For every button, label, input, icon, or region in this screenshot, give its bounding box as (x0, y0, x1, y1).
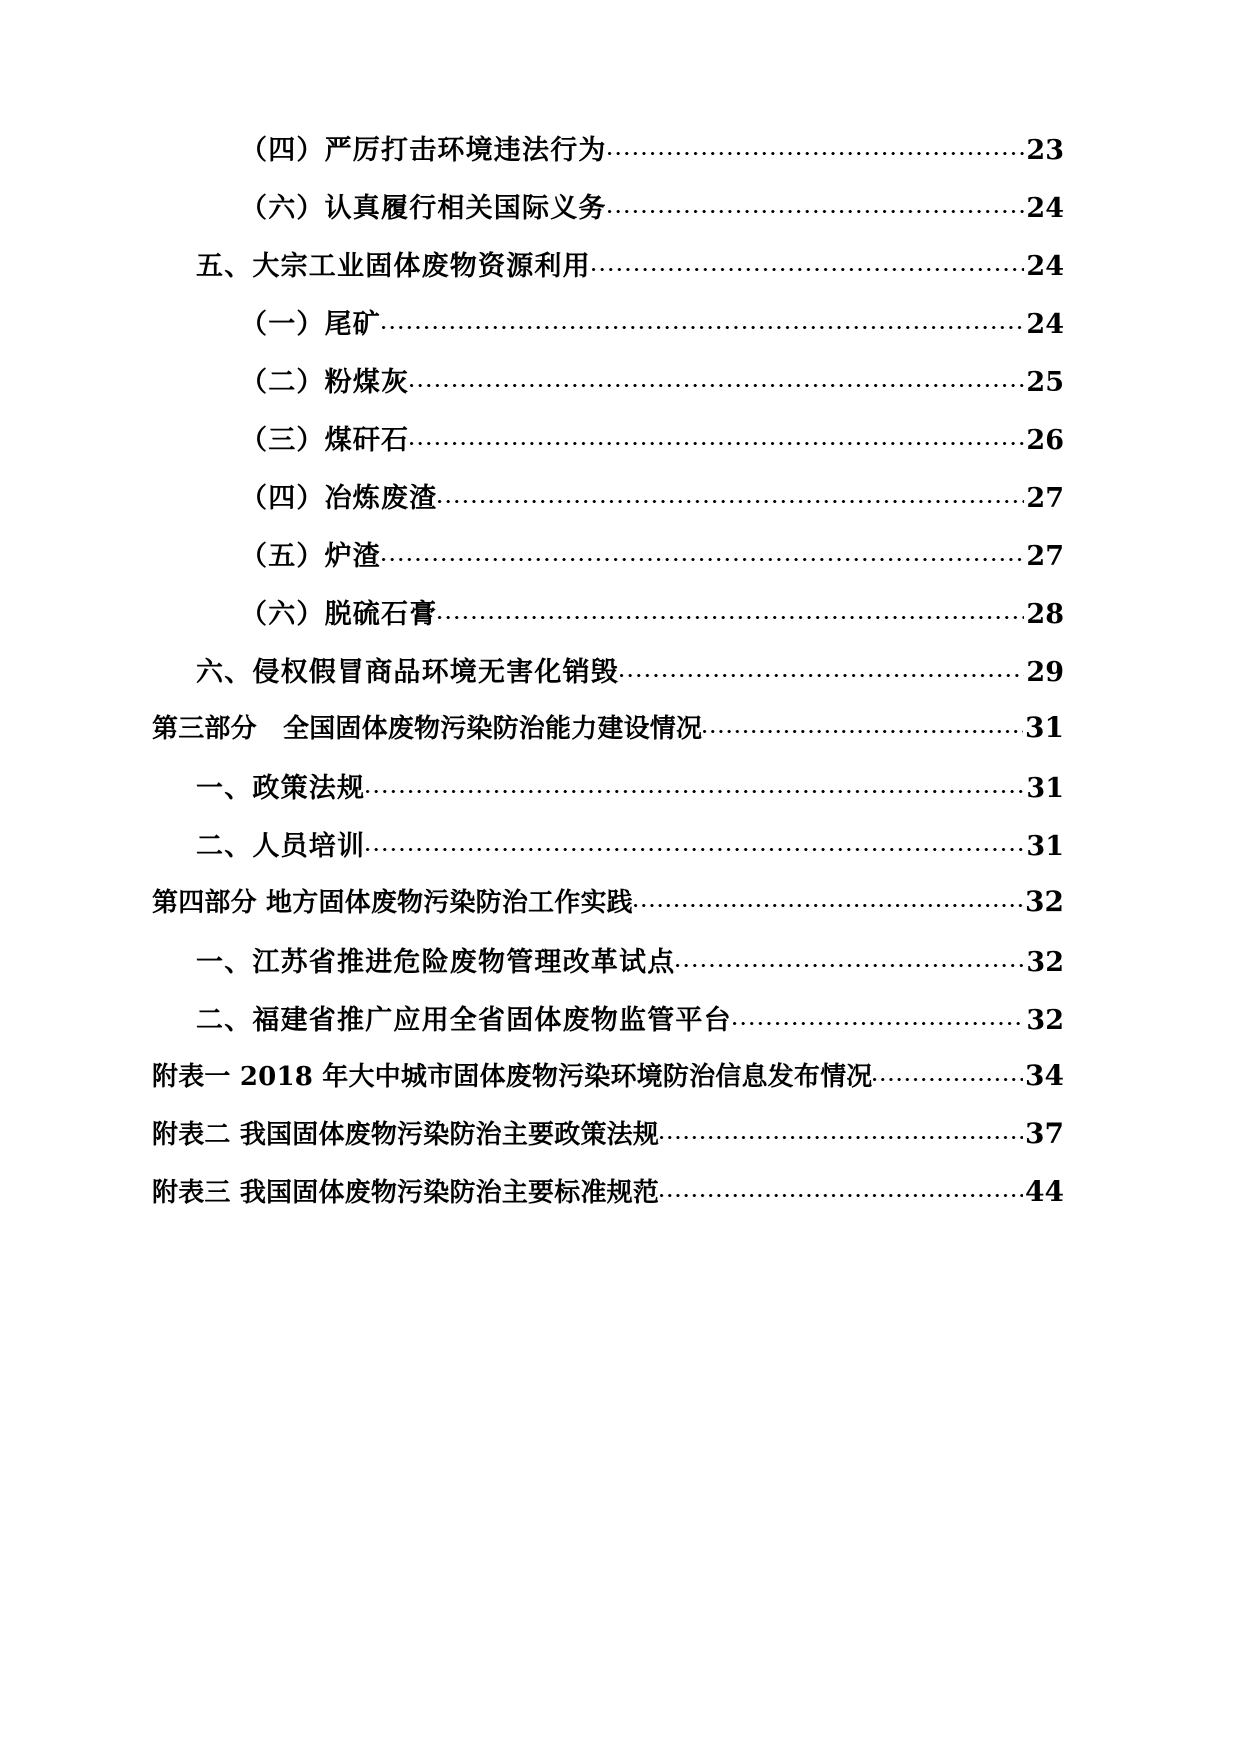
toc-leader-dots (660, 1185, 1023, 1201)
toc-entry[interactable] (152, 1172, 1064, 1230)
toc-leader-dots (438, 607, 1024, 623)
toc-entry[interactable] (152, 418, 1064, 476)
toc-entry-title: （六）脱硫石膏 (240, 599, 438, 630)
toc-entry-page-number: 29 (1026, 657, 1064, 688)
toc-entry[interactable] (152, 766, 1064, 824)
toc-leader-dots (410, 375, 1024, 391)
toc-leader-dots (733, 1013, 1025, 1029)
toc-entry-title: （四）严厉打击环境违法行为 (240, 135, 607, 166)
toc-leader-dots (634, 895, 1023, 911)
toc-entry[interactable] (152, 1056, 1064, 1114)
toc-leader-dots (620, 665, 1024, 681)
toc-entry-page-number: 32 (1026, 947, 1064, 978)
toc-entry-page-number: 44 (1025, 1175, 1064, 1208)
toc-entry-page-number: 32 (1025, 885, 1064, 918)
toc-leader-dots (438, 491, 1024, 507)
toc-entry-title: 五、大宗工业固体废物资源利用 (196, 251, 591, 282)
toc-entry-title: 一、江苏省推进危险废物管理改革试点 (196, 947, 676, 978)
toc-entry-page-number: 24 (1026, 309, 1064, 340)
toc-entry-page-number: 23 (1026, 135, 1064, 166)
toc-entry[interactable] (152, 650, 1064, 708)
toc-leader-dots (382, 317, 1024, 333)
toc-entry[interactable] (152, 128, 1064, 186)
toc-entry-title: 附表一 2018 年大中城市固体废物污染环境防治信息发布情况 (152, 1062, 873, 1092)
toc-entry-title: （二）粉煤灰 (240, 367, 410, 398)
toc-entry-title: （四）冶炼废渣 (240, 483, 438, 514)
toc-entry[interactable] (152, 1114, 1064, 1172)
toc-entry-page-number: 32 (1026, 1005, 1064, 1036)
toc-leader-dots (382, 549, 1024, 565)
toc-entry-page-number: 24 (1026, 251, 1064, 282)
toc-entry-title: （一）尾矿 (240, 309, 381, 340)
toc-leader-dots (592, 259, 1025, 275)
toc-entry-title: 二、人员培训 (196, 831, 366, 862)
toc-entry-title: 第三部分 全国固体废物污染防治能力建设情况 (152, 714, 703, 744)
toc-leader-dots (410, 433, 1024, 449)
toc-entry-page-number: 31 (1025, 711, 1064, 744)
toc-entry-page-number: 27 (1026, 483, 1064, 514)
toc-leader-dots (366, 839, 1024, 855)
toc-entry-page-number: 37 (1025, 1117, 1064, 1150)
toc-entry-title: 第四部分 地方固体废物污染防治工作实践 (152, 888, 633, 918)
toc-leader-dots (608, 201, 1025, 217)
toc-entry-page-number: 25 (1026, 367, 1064, 398)
toc-entry-page-number: 34 (1025, 1059, 1064, 1092)
toc-entry[interactable] (152, 940, 1064, 998)
toc-entry-title: （三）煤矸石 (240, 425, 410, 456)
toc-entry-title: 附表二 我国固体废物污染防治主要政策法规 (152, 1120, 660, 1150)
toc-entry-title: （五）炉渣 (240, 541, 381, 572)
toc-entry-page-number: 28 (1026, 599, 1064, 630)
toc-entry-title: 六、侵权假冒商品环境无害化销毁 (196, 657, 619, 688)
table-of-contents (152, 128, 1064, 1230)
toc-entry-title: （六）认真履行相关国际义务 (240, 193, 607, 224)
toc-entry-page-number: 31 (1026, 831, 1064, 862)
toc-entry[interactable] (152, 244, 1064, 302)
toc-entry-page-number: 31 (1026, 773, 1064, 804)
toc-entry-title: 二、福建省推广应用全省固体废物监管平台 (196, 1005, 732, 1036)
toc-entry[interactable] (152, 476, 1064, 534)
toc-leader-dots (608, 143, 1025, 159)
toc-entry-title: 附表三 我国固体废物污染防治主要标准规范 (152, 1178, 660, 1208)
toc-entry-title: 一、政策法规 (196, 773, 366, 804)
toc-leader-dots (873, 1069, 1023, 1085)
toc-entry[interactable] (152, 592, 1064, 650)
toc-leader-dots (676, 955, 1024, 971)
toc-entry[interactable] (152, 882, 1064, 940)
toc-leader-dots (366, 781, 1024, 797)
toc-leader-dots (703, 721, 1023, 737)
toc-entry[interactable] (152, 360, 1064, 418)
toc-entry-page-number: 27 (1026, 541, 1064, 572)
toc-entry-page-number: 26 (1026, 425, 1064, 456)
toc-entry[interactable] (152, 186, 1064, 244)
toc-leader-dots (660, 1127, 1023, 1143)
toc-entry-page-number: 24 (1026, 193, 1064, 224)
toc-entry[interactable] (152, 708, 1064, 766)
toc-entry[interactable] (152, 998, 1064, 1056)
toc-entry[interactable] (152, 302, 1064, 360)
toc-entry[interactable] (152, 824, 1064, 882)
toc-entry[interactable] (152, 534, 1064, 592)
